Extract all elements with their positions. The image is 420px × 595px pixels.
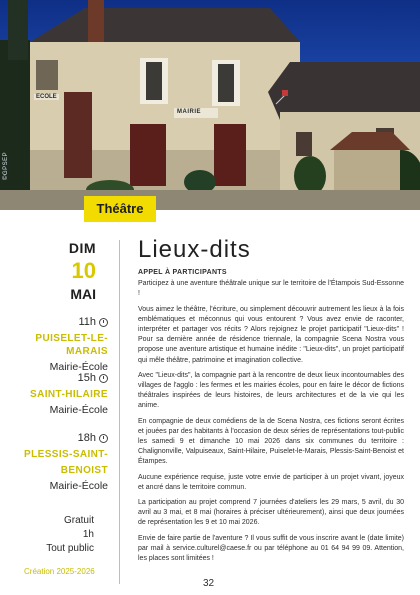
session-town: SAINT-HILAIRE (30, 389, 108, 400)
paragraph: La participation au projet comprend 7 journées d'ateliers les 29 mars, 5 avril, du 30 avril au 3 mai, et 8 mai (horaires à préciser ultérieurement), ainsi que deux journées de représentation les 9 et 10 mai 2026. (138, 499, 404, 527)
hero-photo (0, 0, 420, 210)
subheading: APPEL À PARTICIPANTS (138, 269, 227, 276)
paragraph: Aucune expérience requise, juste votre envie de participer à un projet vivant, joyeux et ancré dans le territoire commun. (138, 473, 404, 491)
session-2 (30, 372, 108, 417)
paragraph: En compagnie de deux comédiens de la de Scena Nostra, ces fictions seront écrites et jouées par des habitants à l'occasion de deux séries de représentations tout-public les samedi 9 et dimanche 10 mai 2026 dans six communes du territoire : Chalignonville, Valpuiseaux, Saint-Hilaire, Puiselet-le-Marais, Plessis-Saint-Benoist et Étampes. (138, 417, 404, 466)
paragraph: Avec "Lieux-dits", la compagnie part à la rencontre de deux lieux incontournables des villages de l'agglo : les fermes et les mairies écoles, pour en faire le décor de fictions théâtrales inspirées de leurs histoires, de leurs architectures et de la vie qui les anime. (138, 371, 404, 410)
event-title: Lieux-dits (138, 236, 251, 263)
clock-icon (99, 318, 108, 327)
session-1 (0, 316, 108, 374)
creation-label: Création 2025-2026 (24, 567, 95, 576)
clock-icon (99, 374, 108, 383)
clock-icon (99, 434, 108, 443)
paragraph: Envie de faire partie de l'aventure ? Il vous suffit de vous inscrire avant le (date limite) par mail à service.culturel@caese.fr ou par téléphone au 01 64 94 99 09. Attention, les places sont limitées ! (138, 534, 404, 563)
price-label: Gratuit (63, 515, 94, 526)
session-time: 15h (77, 372, 96, 384)
photo-credit: ©GPSEP (3, 151, 9, 180)
session-town-line1: PLESSIS-SAINT- (24, 449, 108, 460)
sign-ecole: ECOLE (36, 94, 57, 100)
session-place: Mairie-École (49, 480, 108, 492)
session-time: 18h (77, 432, 96, 444)
category-tag: Théâtre (84, 196, 156, 222)
session-place: Mairie-École (49, 404, 108, 416)
session-town: PUISELET-LE-MARAIS (35, 333, 108, 357)
column-divider (119, 240, 120, 584)
sign-mairie: MAIRIE (177, 109, 201, 115)
session-3 (24, 432, 108, 493)
session-place: Mairie-École (49, 361, 108, 373)
session-town-line2: BENOIST (60, 465, 108, 476)
date-day: 10 (71, 258, 96, 283)
session-time: 11h (78, 316, 96, 328)
building-illustration (0, 0, 420, 210)
date-day-of-week: DIM (68, 240, 96, 256)
duration-label: 1h (82, 529, 94, 540)
paragraph: Participez à une aventure théâtrale unique sur le territoire de l'Étampois Sud-Essonne ! (138, 280, 404, 298)
date-month: MAI (70, 286, 96, 302)
paragraph: Vous aimez le théâtre, l'écriture, ou simplement découvrir autrement les lieux à la fois emblématiques et méconnus qui vous entourent ? Vous avez envie de raconter, interpréter et partager vos récits ? Alors rejoignez le projet participatif "Lieux-dits" ! Pour sa dernière année de résidence triennale, la compagnie Scena Nostra vous propose une aventure artistique et humaine inédite : "Lieux-dits", un projet participatif qui mêle théâtre, patrimoine et imagination collective. (138, 305, 404, 364)
price-info (46, 514, 94, 556)
page-number: 32 (203, 578, 215, 589)
audience-label: Tout public (46, 543, 94, 554)
event-description (138, 268, 404, 569)
